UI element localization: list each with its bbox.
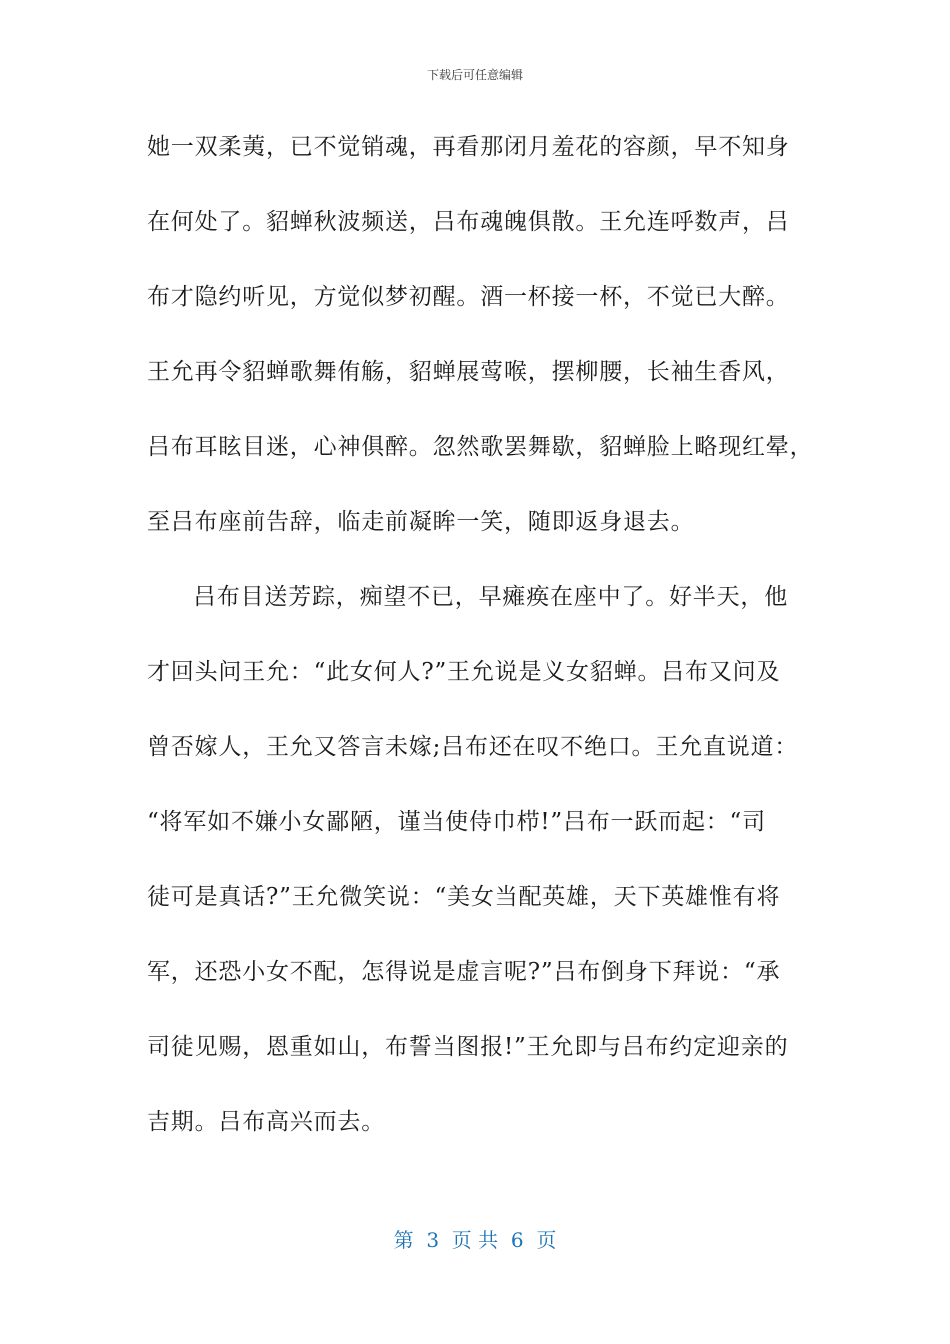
text-line: 她一双柔荑，已不觉销魂，再看那闭月羞花的容颜，早不知身 bbox=[147, 134, 790, 160]
text-line: 吉期。吕布高兴而去。 bbox=[147, 1109, 385, 1135]
text-line: 至吕布座前告辞，临走前凝眸一笑，随即返身退去。 bbox=[147, 509, 695, 535]
body-text bbox=[147, 122, 814, 1172]
text-line: 在何处了。貂蝉秋波频送，吕布魂魄俱散。王允连呼数声，吕 bbox=[147, 209, 790, 235]
text-line: 军，还恐小女不配，怎得说是虚言呢?”吕布倒身下拜说：“承 bbox=[147, 959, 781, 985]
text-line: 王允再令貂蝉歌舞侑觞，貂蝉展莺喉，摆柳腰，长袖生香风， bbox=[147, 359, 790, 385]
text-line: 才回头问王允：“此女何人?”王允说是义女貂蝉。吕布又问及 bbox=[147, 659, 781, 685]
text-line: “将军如不嫌小女鄙陋，谨当使侍巾栉!”吕布一跃而起：“司 bbox=[147, 809, 766, 835]
page-number-footer: 第 3 页 共 6 页 bbox=[393, 1228, 557, 1252]
text-line: 布才隐约听见，方觉似梦初醒。酒一杯接一杯，不觉已大醉。 bbox=[147, 284, 790, 310]
page-header: 下载后可任意编辑 bbox=[426, 68, 523, 82]
text-line: 司徒见赐，恩重如山，布誓当图报!”王允即与吕布约定迎亲的 bbox=[147, 1034, 789, 1060]
text-line: 徒可是真话?”王允微笑说：“美女当配英雄，天下英雄惟有将 bbox=[147, 884, 781, 910]
text-line: 吕布耳眩目迷，心神俱醉。忽然歌罢舞歇，貂蝉脸上略现红晕， bbox=[147, 434, 814, 460]
text-line: 曾否嫁人，王允又答言未嫁;吕布还在叹不绝口。王允直说道： bbox=[147, 734, 799, 760]
paragraph-start-line: 吕布目送芳踪，痴望不已，早瘫痪在座中了。好半天，他 bbox=[193, 584, 788, 610]
